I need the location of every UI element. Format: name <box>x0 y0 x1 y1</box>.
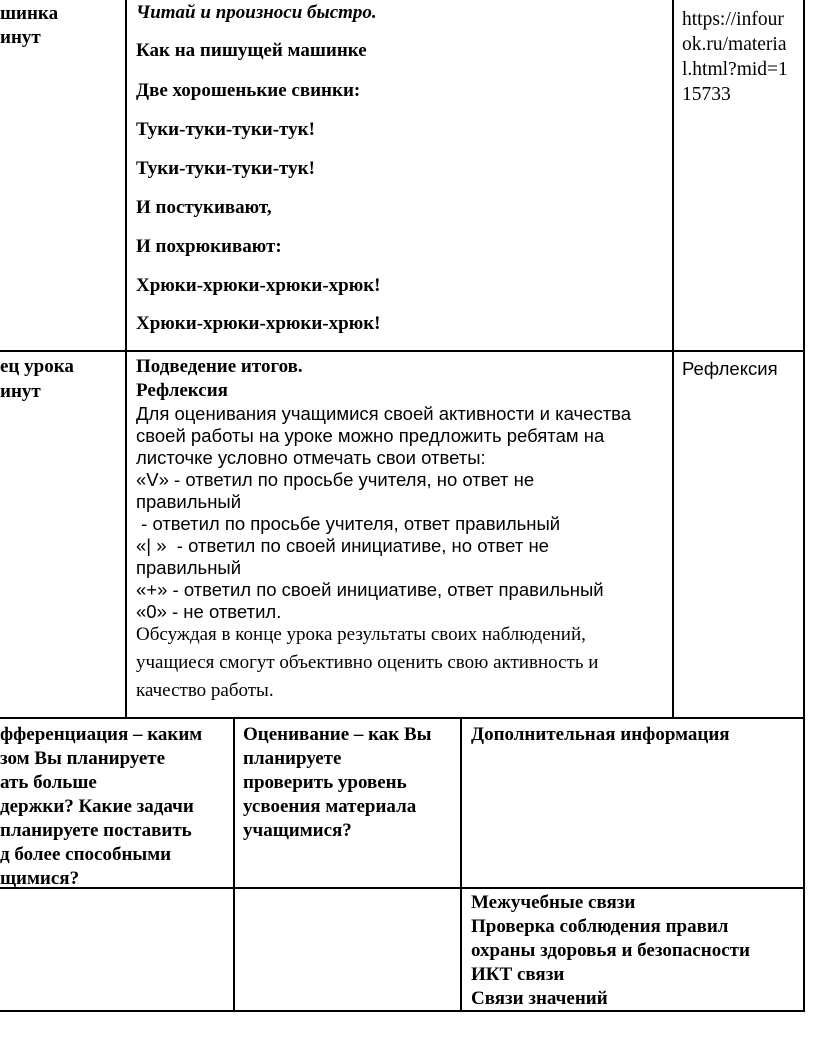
assessment-line: планируете <box>243 748 342 769</box>
differentiation-line: держки? Какие задачи <box>0 796 194 817</box>
reflection-text-line: - ответил по просьбе учителя, ответ правильный <box>136 513 561 534</box>
grid-line-v1 <box>125 0 127 718</box>
grid-line-h1 <box>0 350 805 352</box>
row2-stage-label-line-1: ец урока <box>0 356 74 377</box>
reflection-text-line: «| » - ответил по своей инициативе, но ответ не <box>136 535 549 556</box>
links-line: Межучебные связи <box>471 892 636 913</box>
differentiation-line: планируете поставить <box>0 820 192 841</box>
row1-stage-label-line-2: инут <box>0 27 41 48</box>
reflection-closing-line: качество работы. <box>136 680 274 701</box>
reflection-text-line: «+» - ответил по своей инициативе, ответ правильный <box>136 579 604 600</box>
grid-line-v5 <box>460 717 462 1012</box>
grid-line-h3 <box>0 887 805 889</box>
grid-line-v4 <box>233 717 235 1012</box>
links-line: охраны здоровья и безопасности <box>471 940 750 961</box>
poem-line: Две хорошенькие свинки: <box>136 80 361 101</box>
resource-link-line: l.html?mid=1 <box>682 59 788 80</box>
poem-line: И похрюкивают: <box>136 236 282 257</box>
differentiation-line: фференциация – каким <box>0 724 203 745</box>
grid-line-h2 <box>0 717 805 719</box>
reflection-text-line: своей работы на уроке можно предложить ребятам на <box>136 425 605 446</box>
row2-stage-label-line-2: инут <box>0 381 41 402</box>
reflection-heading: Рефлексия <box>136 380 228 401</box>
resource-link-line: https://infour <box>682 9 784 30</box>
reflection-closing-line: Обсуждая в конце урока результаты своих наблюдений, <box>136 624 586 645</box>
assessment-line: учащимися? <box>243 820 352 841</box>
poem-line: Как на пишущей машинке <box>136 40 367 61</box>
poem-line: Хрюки-хрюки-хрюки-хрюк! <box>136 313 381 334</box>
row2-resource: Рефлексия <box>682 358 778 379</box>
summary-heading: Подведение итогов. <box>136 356 303 377</box>
poem-line: Хрюки-хрюки-хрюки-хрюк! <box>136 275 381 296</box>
links-line: Проверка соблюдения правил <box>471 916 729 937</box>
poem-title: Читай и произноси быстро. <box>136 2 377 23</box>
reflection-text-line: «0» - не ответил. <box>136 601 282 622</box>
poem-line: Туки-туки-туки-тук! <box>136 119 315 140</box>
differentiation-line: зом Вы планируете <box>0 748 166 769</box>
assessment-line: усвоения материала <box>243 796 417 817</box>
row1-stage-label-line-1: шинка <box>0 3 59 24</box>
reflection-text-line: правильный <box>136 557 242 578</box>
reflection-text-line: правильный <box>136 491 242 512</box>
reflection-text-line: «V» - ответил по просьбе учителя, но ответ не <box>136 469 535 490</box>
differentiation-line: ать больше <box>0 772 97 793</box>
additional-info-heading: Дополнительная информация <box>471 724 730 745</box>
reflection-text-line: листочке условно отмечать свои ответы: <box>136 447 486 468</box>
poem-line: Туки-туки-туки-тук! <box>136 158 315 179</box>
differentiation-line: щимися? <box>0 868 80 889</box>
reflection-text-line: Для оценивания учащимися своей активности и качества <box>136 403 632 424</box>
poem-line: И постукивают, <box>136 197 272 218</box>
links-line: Связи значений <box>471 988 608 1009</box>
links-line: ИКТ связи <box>471 964 565 985</box>
grid-line-v3 <box>803 0 805 1012</box>
grid-line-v2 <box>672 0 674 718</box>
resource-link-line: ok.ru/materia <box>682 34 787 55</box>
resource-link-line: 15733 <box>682 84 731 105</box>
assessment-line: Оценивание – как Вы <box>243 724 432 745</box>
assessment-line: проверить уровень <box>243 772 407 793</box>
grid-line-h4 <box>0 1010 805 1012</box>
differentiation-line: д более способными <box>0 844 172 865</box>
reflection-closing-line: учащиеся смогут объективно оценить свою активность и <box>136 652 599 673</box>
